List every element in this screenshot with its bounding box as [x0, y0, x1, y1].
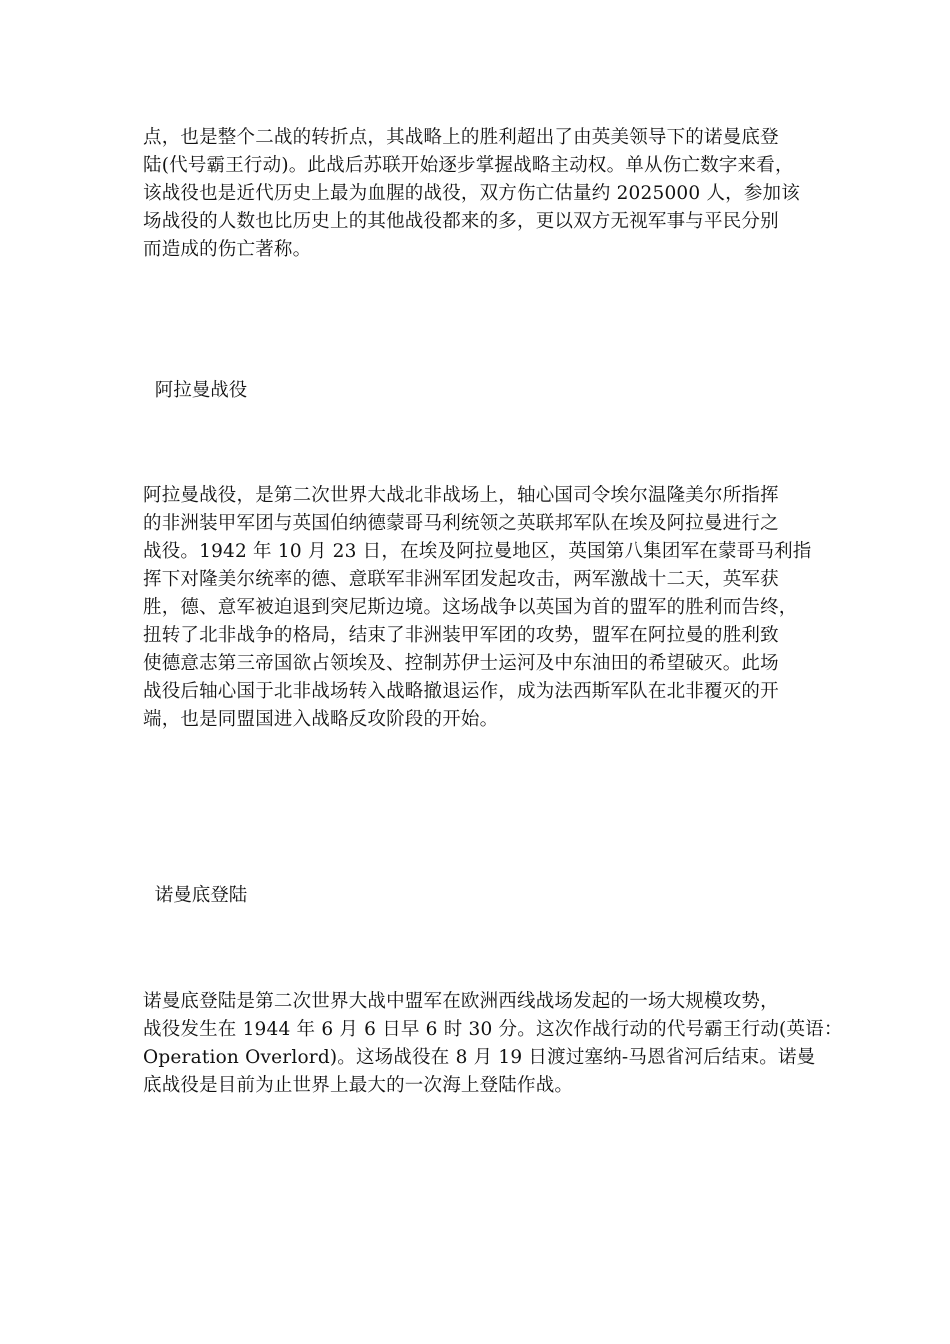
section-heading-normandy: 诺曼底登陆	[143, 885, 248, 906]
paragraph-line: 的非洲装甲军团与英国伯纳德蒙哥马利统领之英联邦军队在埃及阿拉曼进行之	[143, 513, 779, 534]
paragraph-line: 挥下对隆美尔统率的德、意联军非洲军团发起攻击，两军激战十二天，英军获	[143, 569, 779, 590]
paragraph-line: 战役。1942 年 10 月 23 日，在埃及阿拉曼地区，英国第八集团军在蒙哥马利指	[143, 541, 812, 562]
paragraph-line: 陆(代号霸王行动)。此战后苏联开始逐步掌握战略主动权。单从伤亡数字来看，	[143, 155, 794, 176]
paragraph-line: 战役后轴心国于北非战场转入战略撤退运作，成为法西斯军队在北非覆灭的开	[143, 681, 779, 702]
paragraph-line: 扭转了北非战争的格局，结束了非洲装甲军团的攻势，盟军在阿拉曼的胜利致	[143, 625, 779, 646]
paragraph-line: 胜，德、意军被迫退到突尼斯边境。这场战争以英国为首的盟军的胜利而告终，	[143, 597, 798, 618]
paragraph-line: 点，也是整个二战的转折点，其战略上的胜利超出了由英美领导下的诺曼底登	[143, 127, 779, 148]
paragraph-normandy	[143, 988, 843, 1100]
paragraph-line: 端，也是同盟国进入战略反攻阶段的开始。	[143, 709, 499, 730]
paragraph-line: 战役发生在 1944 年 6 月 6 日早 6 时 30 分。这次作战行动的代号霸王行动(英语：	[143, 1019, 843, 1040]
paragraph-el-alamein	[143, 482, 812, 734]
paragraph-line: 而造成的伤亡著称。	[143, 239, 312, 260]
paragraph-stalingrad-conclusion	[143, 124, 808, 264]
paragraph-line: 该战役也是近代历史上最为血腥的战役，双方伤亡估量约 2025000 人，参加该	[143, 183, 800, 204]
paragraph-line: 诺曼底登陆是第二次世界大战中盟军在欧洲西线战场发起的一场大规模攻势，	[143, 991, 779, 1012]
section-heading-el-alamein: 阿拉曼战役	[143, 380, 248, 401]
paragraph-line: 场战役的人数也比历史上的其他战役都来的多，更以双方无视军事与平民分别	[143, 211, 779, 232]
paragraph-line: 阿拉曼战役，是第二次世界大战北非战场上，轴心国司令埃尔温隆美尔所指挥	[143, 485, 779, 506]
paragraph-line: 底战役是目前为止世界上最大的一次海上登陆作战。	[143, 1075, 574, 1096]
paragraph-line: 使德意志第三帝国欲占领埃及、控制苏伊士运河及中东油田的希望破灭。此场	[143, 653, 779, 674]
paragraph-line: Operation Overlord)。这场战役在 8 月 19 日渡过塞纳-马恩省河后结束。诺曼	[143, 1047, 816, 1068]
